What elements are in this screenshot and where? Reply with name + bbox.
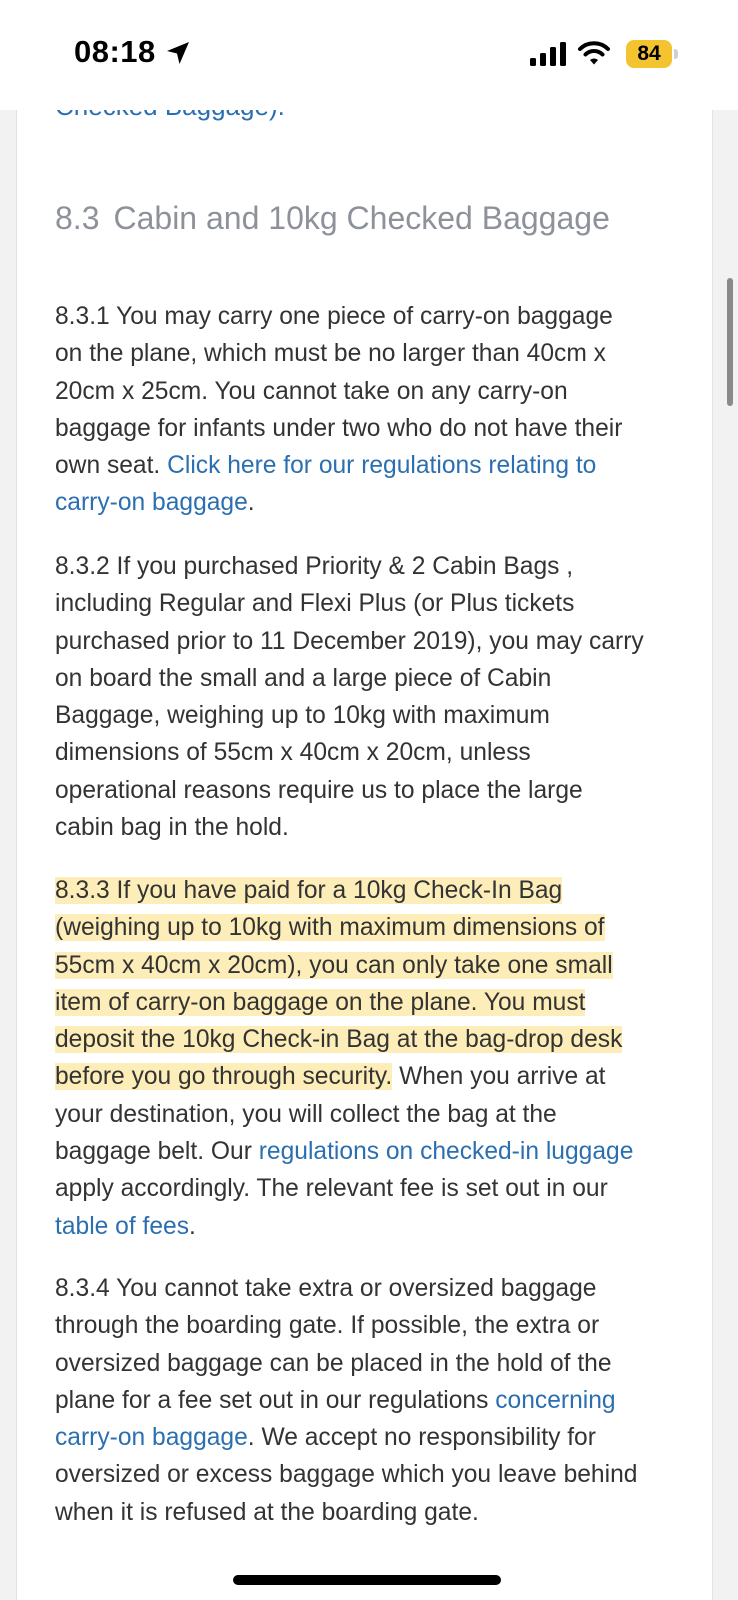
p833-text1: When you arrive at your destination, you will collect the bag at the baggage belt. Our [55,1063,606,1166]
paragraph-8-3-3 [55,872,645,1245]
section-number: 8.3 [55,200,100,236]
section-title: Cabin and 10kg Checked Baggage [113,200,610,236]
p834-tail: . We accept no responsibility for oversized or excess baggage which you leave behind when it is refused at the boarding gate. [55,1424,638,1526]
cellular-signal-icon [530,42,566,71]
highlighted-text: 8.3.3 If you have paid for a 10kg Check-In Bag (weighing up to 10kg with maximum dimensions of 55cm x 40cm x 20cm), you can only take one small item of carry-on baggage on the plane. You must deposit the 10kg Check-in Bag at the bag-drop desk before you go through security. [55,877,623,1091]
p834-text: 8.3.4 You cannot take extra or oversized baggage through the boarding gate. If possible, the extra or oversized baggage can be placed in the hold of the plane for a fee set out in our regulations [55,1275,612,1414]
paragraph-8-3-4 [55,1270,645,1531]
concerning-carry-on-link[interactable]: concerning carry-on baggage [55,1386,616,1452]
p831-text: 8.3.1 You may carry one piece of carry-on baggage on the plane, which must be no larger than 40cm x 20cm x 25cm. You cannot take on any carry-on baggage for infants under two who do not have their own seat. [55,303,623,480]
p833-text2: apply accordingly. The relevant fee is set out in our [55,1175,608,1203]
paragraph-8-3-2: 8.3.2 If you purchased Priority & 2 Cabin Bags , including Regular and Flexi Plus (or Plus tickets purchased prior to 11 December 2019), you may carry on board the small and a large piece of Cabin Baggage, weighing up to 10kg with maximum dimensions of 55cm x 40cm x 20cm, unless operational reasons require us to place the large cabin bag in the hold. [55,553,644,842]
p831-tail: . [247,489,255,517]
p833-tail: . [189,1212,196,1240]
home-indicator[interactable] [233,1575,501,1585]
carry-on-regulations-link[interactable]: Click here for our regulations relating to carry-on baggage [55,452,597,517]
wifi-icon [578,40,610,71]
status-bar [0,0,738,110]
checked-in-luggage-link[interactable]: regulations on checked-in luggage [258,1138,634,1166]
battery-tip [674,49,678,59]
status-time: 08:18 [74,34,156,69]
page-content[interactable] [16,110,713,1600]
battery-icon: 84 [626,40,672,68]
paragraph-8-3-1 [55,298,645,522]
table-of-fees-link[interactable]: table of fees [55,1212,189,1240]
location-arrow-icon [165,40,191,71]
section-heading [55,200,615,236]
scrollbar[interactable] [727,278,733,406]
